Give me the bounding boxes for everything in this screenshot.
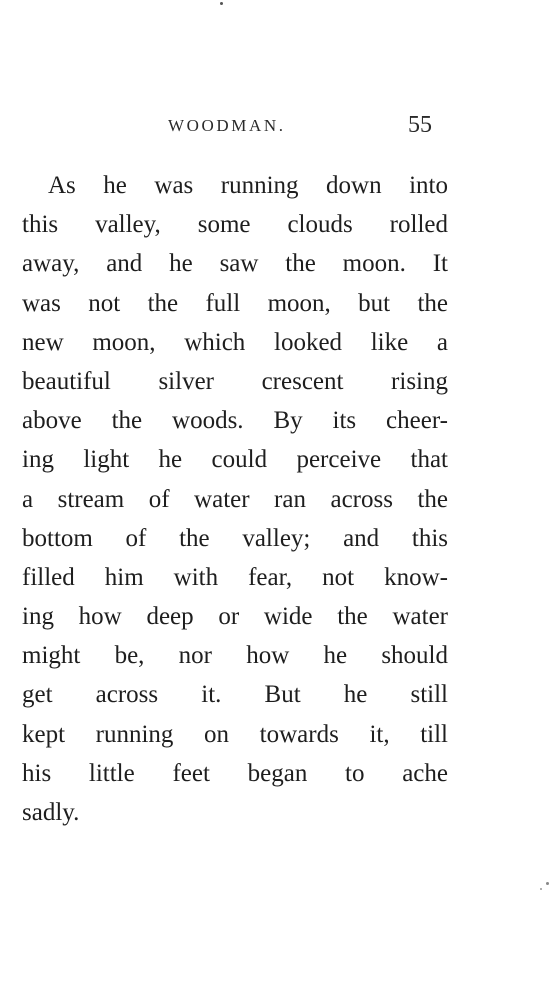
text-line: above the woods. By its cheer- xyxy=(22,407,448,435)
text-line: ing how deep or wide the water xyxy=(22,603,448,631)
running-head: WOODMAN. xyxy=(168,116,286,135)
text-line: might be, nor how he should xyxy=(22,642,448,670)
text-line: his little feet began to ache xyxy=(22,759,448,787)
text-line: As he was running down into xyxy=(48,172,448,199)
print-speck xyxy=(220,2,223,5)
text-line: sadly. xyxy=(22,799,80,826)
text-line: was not the full moon, but the xyxy=(22,289,448,317)
text-line: this valley, some clouds rolled xyxy=(22,211,448,239)
text-line: bottom of the valley; and this xyxy=(22,524,448,552)
text-line: beautiful silver crescent rising xyxy=(22,367,448,395)
text-line: get across it. But he still xyxy=(22,681,448,709)
print-speck xyxy=(540,888,542,890)
page-header xyxy=(0,112,555,142)
text-line: a stream of water ran across the xyxy=(22,485,448,513)
text-line: filled him with fear, not know- xyxy=(22,563,448,591)
text-line: ing light he could perceive that xyxy=(22,446,448,474)
text-line: new moon, which looked like a xyxy=(22,328,448,356)
body-paragraph xyxy=(22,166,448,832)
print-speck xyxy=(546,882,549,885)
text-line: away, and he saw the moon. It xyxy=(22,250,448,278)
text-line: kept running on towards it, till xyxy=(22,720,448,748)
page-number: 55 xyxy=(408,112,432,138)
